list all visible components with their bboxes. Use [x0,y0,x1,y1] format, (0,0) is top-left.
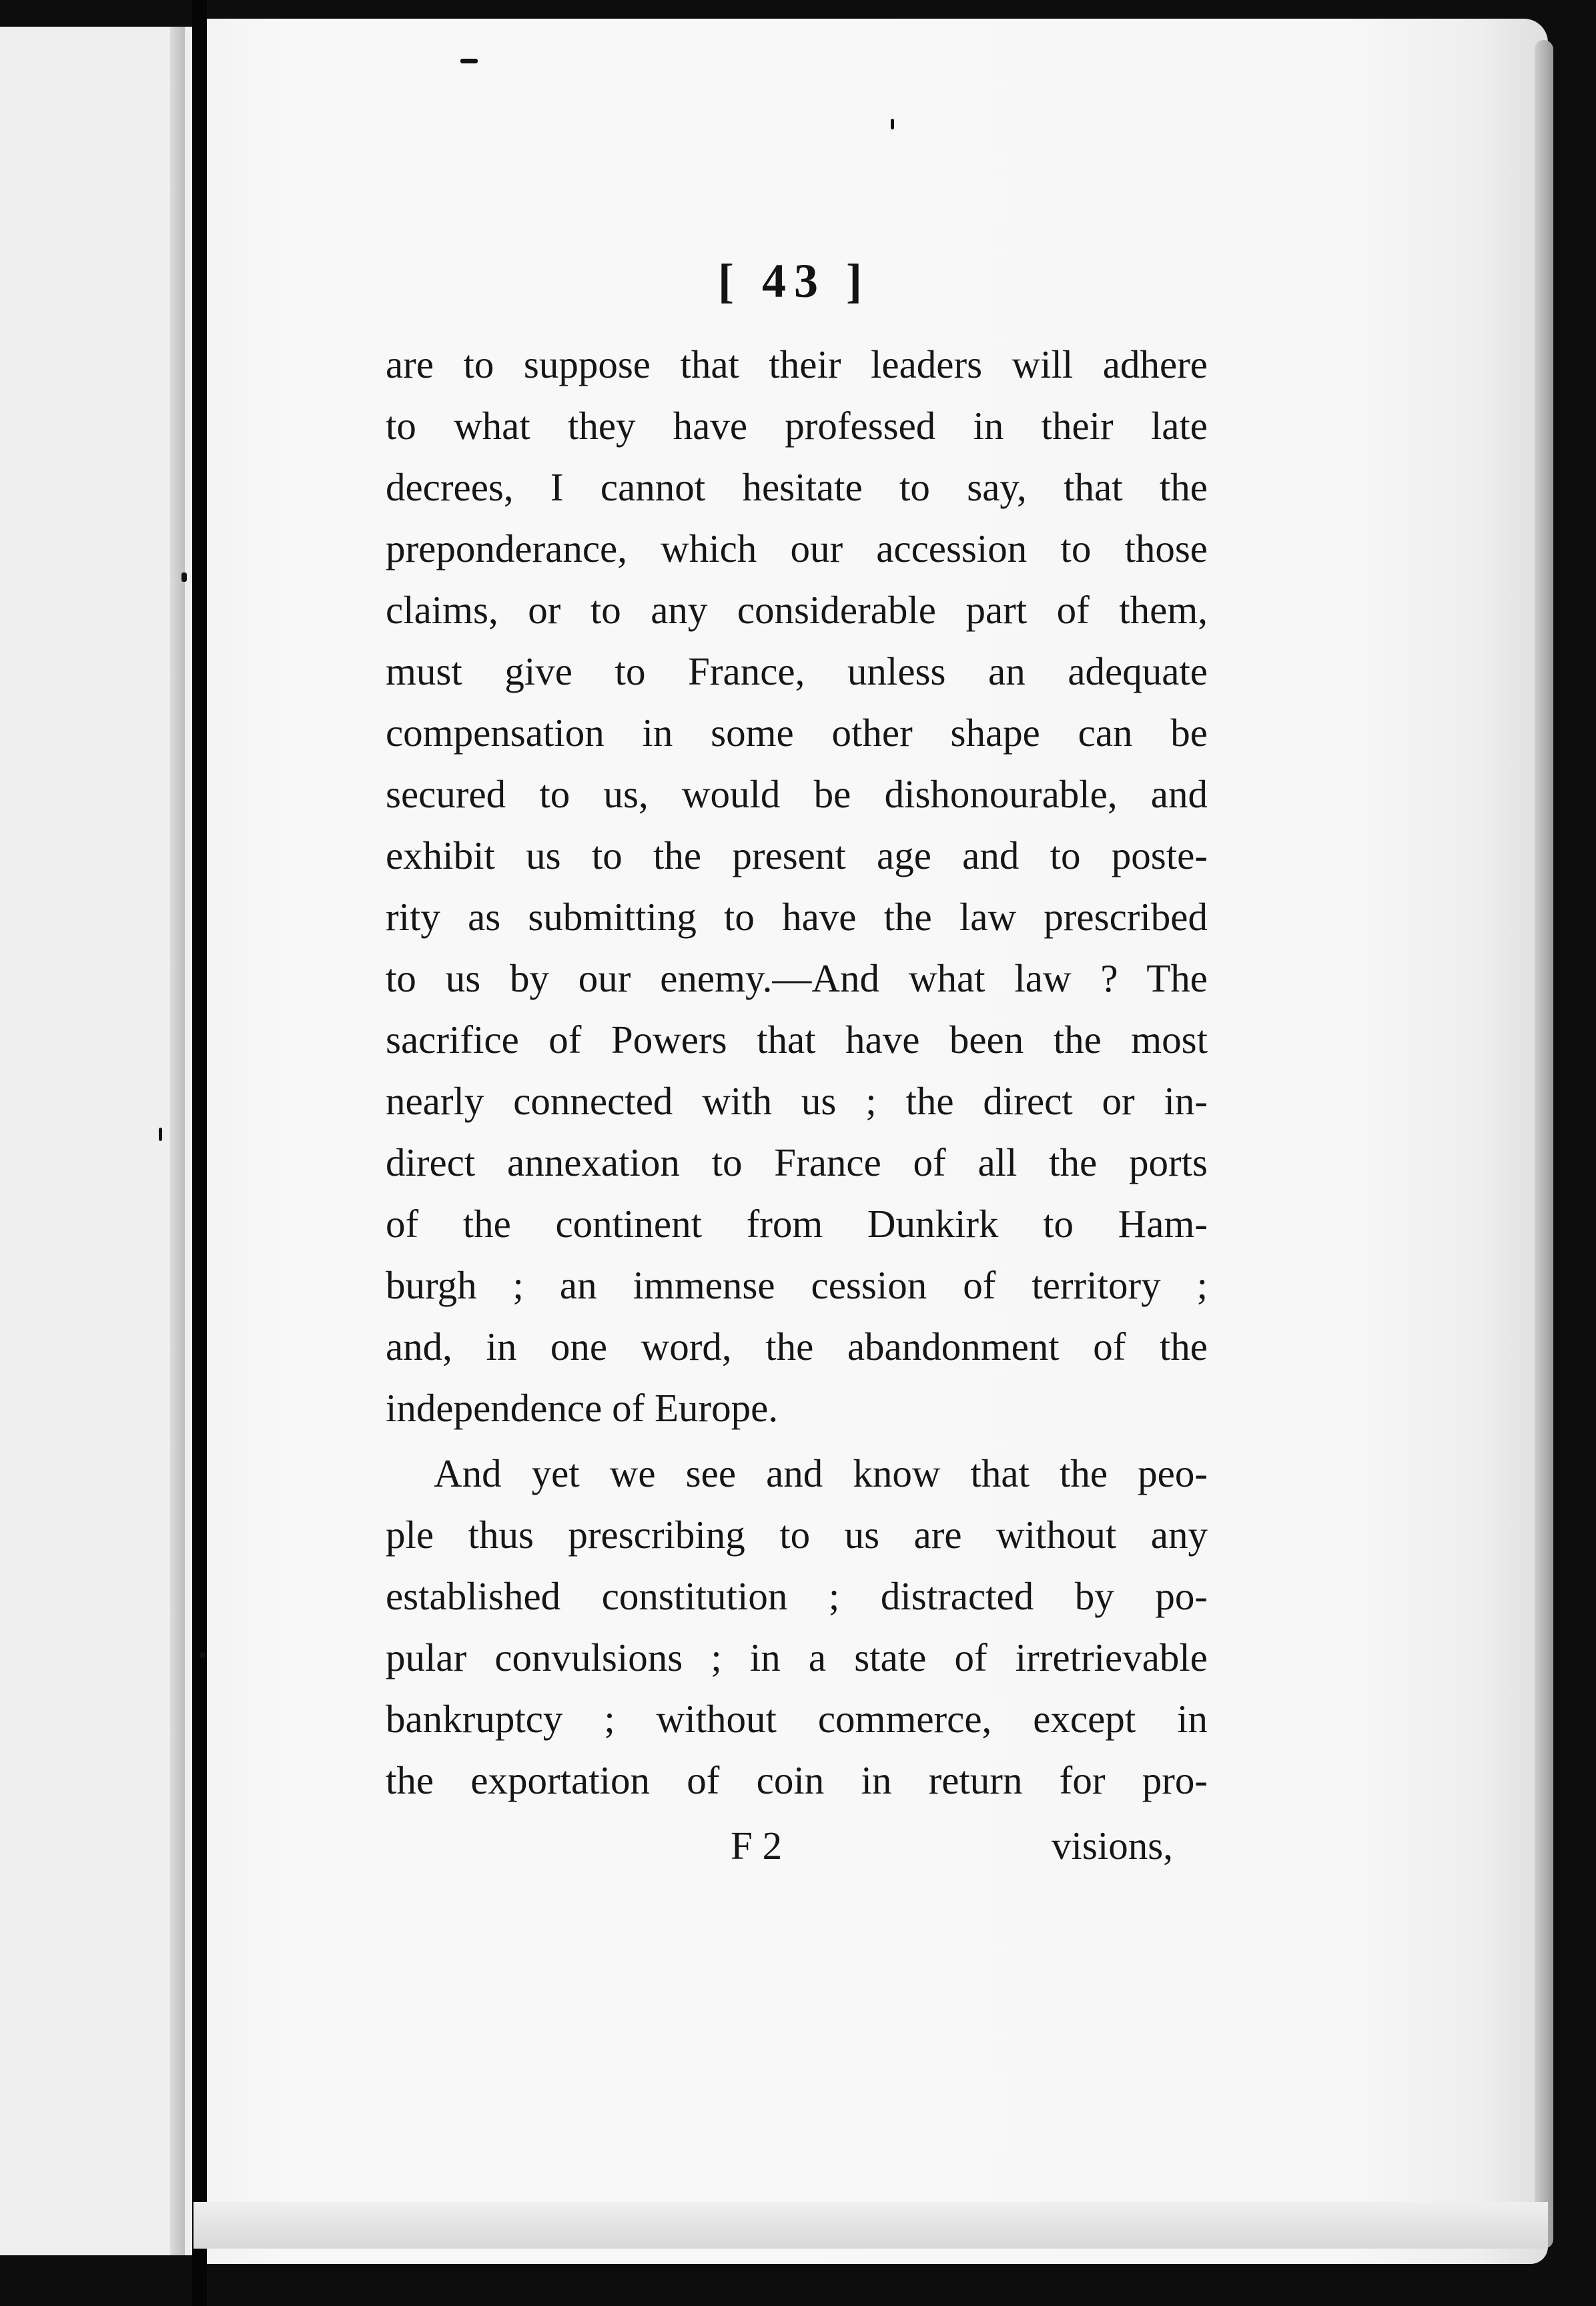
text-line: the exportation of coin in return for pro- [386,1758,1208,1802]
catchword: visions, [1052,1824,1173,1868]
text-line: established constitution ; distracted by po- [386,1574,1208,1618]
text-line: direct annexation to France of all the ports [386,1140,1208,1184]
paragraph [386,1443,1208,1811]
text-line: to us by our enemy.—And what law ? The [386,956,1208,1000]
text-line: are to suppose that their leaders will adhere [386,342,1208,386]
body-text [386,334,1208,1811]
page-bottom-edge [193,2202,1548,2249]
text-line: of the continent from Dunkirk to Ham- [386,1202,1208,1246]
facing-page-shadow [170,27,185,2255]
text-line: nearly connected with us ; the direct or in- [386,1079,1208,1123]
ink-speck [460,59,478,63]
text-line: exhibit us to the present age and to poste- [386,833,1208,877]
text-line: ple thus prescribing to us are without any [386,1513,1208,1557]
text-line: pular convulsions ; in a state of irretrievable [386,1635,1208,1679]
ink-speck [200,1652,205,1658]
text-line: must give to France, unless an adequate [386,649,1208,693]
page-edge-shadow [1535,40,1553,2249]
text-line: decrees, I cannot hesitate to say, that the [386,465,1208,509]
ink-speck [159,1128,162,1141]
facing-page-edge [0,27,192,2255]
text-line: sacrifice of Powers that have been the most [386,1018,1208,1062]
text-line: And yet we see and know that the peo- [434,1451,1208,1495]
text-line: bankruptcy ; without commerce, except in [386,1697,1208,1741]
signature-mark: F 2 [731,1824,783,1868]
text-line: compensation in some other shape can be [386,711,1208,755]
text-line: to what they have professed in their late [386,404,1208,448]
paragraph [386,334,1208,1439]
text-line: burgh ; an immense cession of territory ; [386,1263,1208,1307]
text-line: preponderance, which our accession to those [386,526,1208,570]
ink-speck [181,572,187,582]
ink-speck [891,119,894,129]
text-line: and, in one word, the abandonment of the [386,1324,1208,1369]
text-line: rity as submitting to have the law prescribed [386,895,1208,939]
text-line: secured to us, would be dishonourable, and [386,772,1208,816]
page-number: [ 43 ] [718,254,870,308]
text-line: claims, or to any considerable part of them, [386,588,1208,632]
text-line: independence of Europe. [386,1386,779,1430]
binding-gutter [192,0,207,2306]
